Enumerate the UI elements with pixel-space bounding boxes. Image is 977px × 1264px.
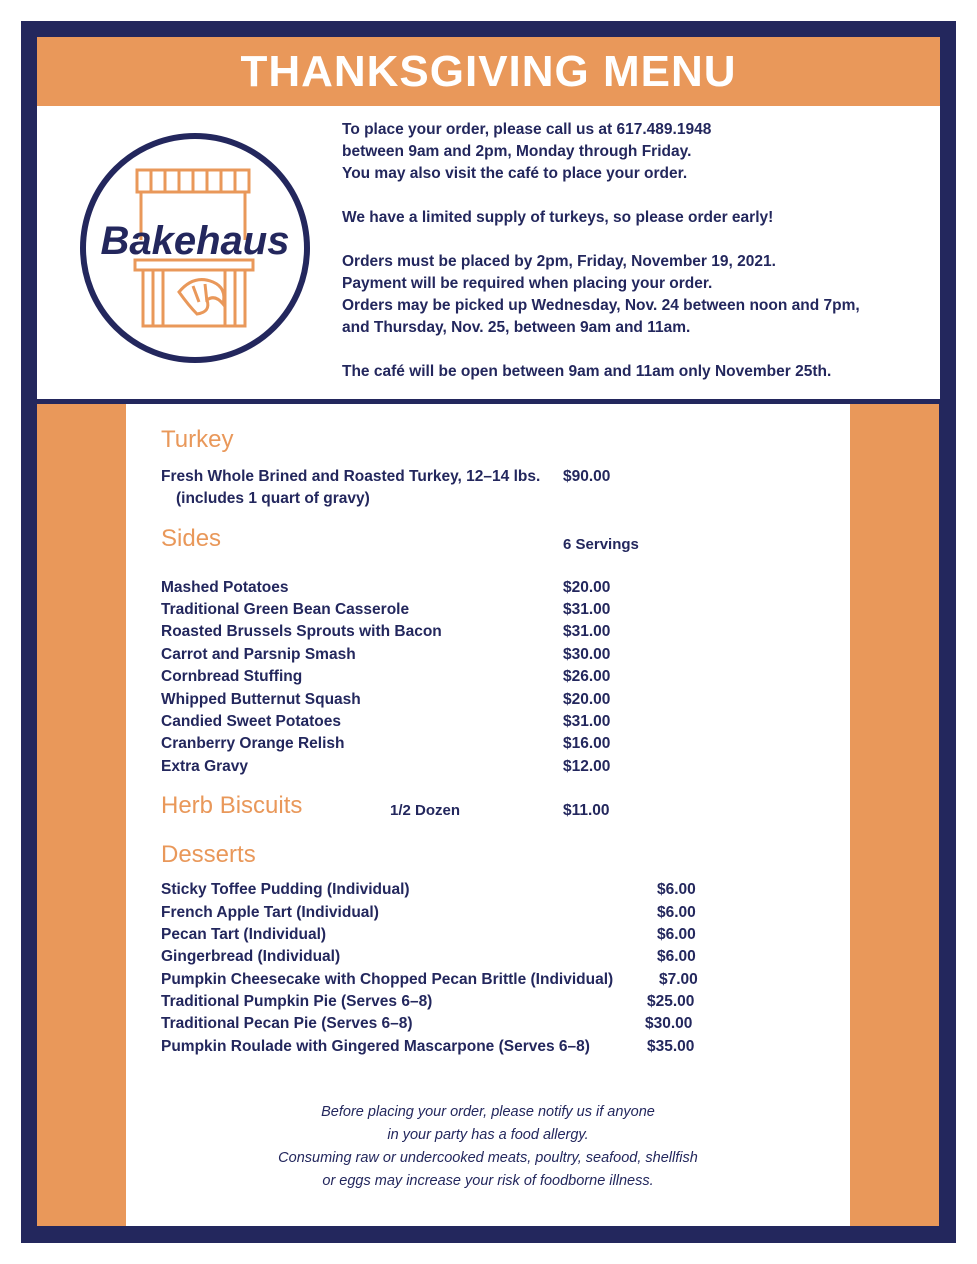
ordering-info [342, 119, 922, 405]
list-item: Traditional Green Bean Casserole [161, 601, 410, 618]
info-line: Orders may be picked up Wednesday, Nov. 24 between noon and 7pm, [342, 297, 860, 314]
item-price: $7.00 [659, 971, 698, 988]
info-paragraph-3 [342, 251, 922, 339]
title-banner [37, 37, 940, 106]
logo-text: Bakehaus [100, 219, 290, 263]
info-line: The café will be open between 9am and 11am only November 25th. [342, 363, 832, 380]
list-item: Gingerbread (Individual) [161, 948, 341, 965]
desserts-heading: Desserts [161, 841, 256, 868]
info-paragraph-1 [342, 119, 922, 185]
item-price: $6.00 [657, 881, 696, 898]
item-price: $31.00 [563, 713, 611, 730]
list-item: Extra Gravy [161, 758, 249, 775]
info-paragraph-2 [342, 207, 922, 229]
turkey-heading: Turkey [161, 426, 234, 453]
item-price: $31.00 [563, 623, 611, 640]
list-item: Pecan Tart (Individual) [161, 926, 327, 943]
item-price: $16.00 [563, 735, 611, 752]
left-orange-border [37, 404, 126, 1226]
list-item: Traditional Pecan Pie (Serves 6–8) [161, 1015, 413, 1032]
info-line: Orders must be placed by 2pm, Friday, November 19, 2021. [342, 253, 776, 270]
list-item: Cranberry Orange Relish [161, 735, 345, 752]
info-line: Payment will be required when placing your order. [342, 275, 713, 292]
info-line: between 9am and 2pm, Monday through Friday. [342, 143, 692, 160]
biscuits-heading: Herb Biscuits [161, 792, 303, 819]
item-price: $12.00 [563, 758, 611, 775]
info-paragraph-4 [342, 361, 922, 383]
info-line: To place your order, please call us at 617.489.1948 [342, 121, 712, 138]
info-line: You may also visit the café to place your order. [342, 165, 688, 182]
biscuits-price: $11.00 [563, 802, 610, 819]
info-line: and Thursday, Nov. 25, between 9am and 11am. [342, 319, 691, 336]
right-orange-border [850, 404, 939, 1226]
page-title: THANKSGIVING MENU [240, 46, 737, 96]
info-panel [37, 106, 940, 399]
item-price: $31.00 [563, 601, 611, 618]
item-price: $20.00 [563, 579, 611, 596]
list-item: Cornbread Stuffing [161, 668, 303, 685]
biscuits-qty: 1/2 Dozen [390, 802, 461, 819]
sides-heading: Sides [161, 525, 222, 552]
list-item: Carrot and Parsnip Smash [161, 646, 356, 663]
list-item: Pumpkin Roulade with Gingered Mascarpone (Serves 6–8) [161, 1038, 590, 1055]
bakehaus-logo [79, 132, 311, 364]
turkey-price: $90.00 [563, 468, 611, 485]
notice-line: Consuming raw or undercooked meats, poultry, seafood, shellfish [278, 1150, 698, 1166]
list-item: Mashed Potatoes [161, 579, 289, 596]
list-item: Sticky Toffee Pudding (Individual) [161, 881, 410, 898]
item-price: $25.00 [647, 993, 695, 1010]
list-item: Whipped Butternut Squash [161, 691, 361, 708]
notice-line: Before placing your order, please notify us if anyone [321, 1104, 655, 1120]
notice-line: in your party has a food allergy. [387, 1127, 589, 1143]
notice-line: or eggs may increase your risk of foodborne illness. [322, 1173, 654, 1189]
list-item: Candied Sweet Potatoes [161, 713, 342, 730]
item-price: $30.00 [563, 646, 611, 663]
info-line: We have a limited supply of turkeys, so please order early! [342, 209, 774, 226]
turkey-item: Fresh Whole Brined and Roasted Turkey, 12–14 lbs. [161, 468, 541, 485]
item-price: $30.00 [645, 1015, 693, 1032]
item-price: $6.00 [657, 948, 696, 965]
item-price: $26.00 [563, 668, 611, 685]
item-price: $6.00 [657, 904, 696, 921]
list-item: French Apple Tart (Individual) [161, 904, 379, 921]
item-price: $6.00 [657, 926, 696, 943]
turkey-note: (includes 1 quart of gravy) [176, 490, 370, 507]
sides-servings: 6 Servings [563, 536, 639, 553]
item-price: $20.00 [563, 691, 611, 708]
item-price: $35.00 [647, 1038, 695, 1055]
list-item: Roasted Brussels Sprouts with Bacon [161, 623, 442, 640]
allergy-notice [126, 1101, 850, 1193]
list-item: Pumpkin Cheesecake with Chopped Pecan Brittle (Individual) [161, 971, 614, 988]
list-item: Traditional Pumpkin Pie (Serves 6–8) [161, 993, 433, 1010]
menu-content [126, 404, 850, 1226]
